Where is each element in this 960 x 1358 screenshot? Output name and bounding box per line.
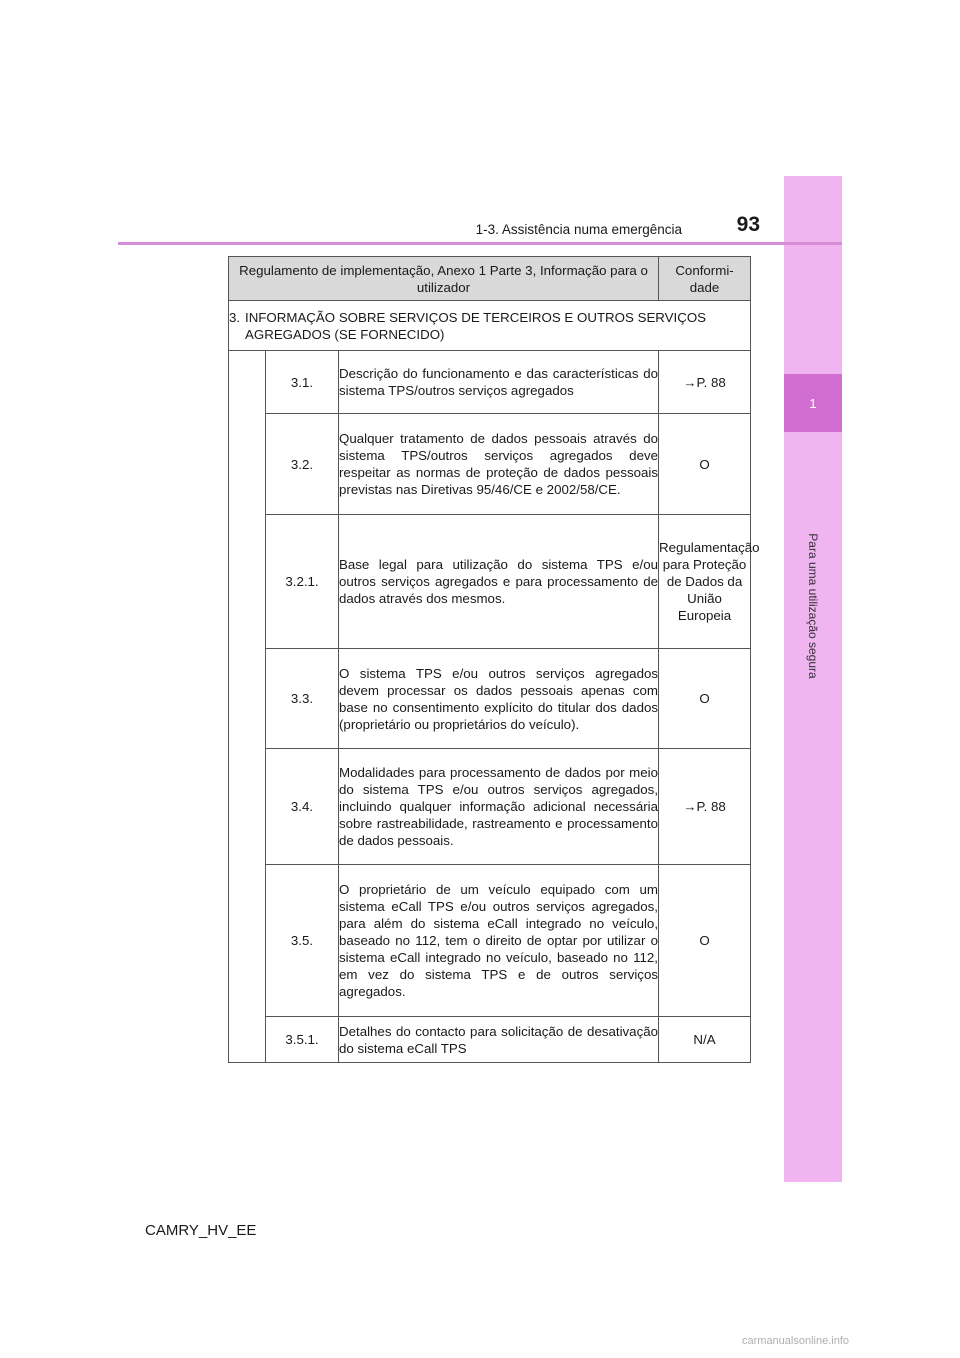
page-number: 93 <box>736 213 760 236</box>
item-id: 3.1. <box>266 351 339 414</box>
table-row <box>229 865 751 1017</box>
section-number: 3. <box>229 309 241 325</box>
table-row <box>229 1017 751 1063</box>
model-code: CAMRY_HV_EE <box>145 1222 257 1239</box>
table-header-row <box>229 257 751 301</box>
item-description: Detalhes do contacto para solicitação de desativação do sistema eCall TPS <box>339 1017 659 1063</box>
section-row <box>229 301 751 351</box>
table-row <box>229 515 751 649</box>
header-divider <box>118 242 842 245</box>
item-conformity: →P. 88 <box>659 749 751 865</box>
regulation-column-header: Regulamento de implementação, Anexo 1 Parte 3, Informação para o utilizador <box>229 257 659 301</box>
item-conformity: Regulamentação para Proteção de Dados da União Europeia <box>659 515 751 649</box>
section-title: 1-3. Assistência numa emergência <box>475 222 682 237</box>
item-conformity: →P. 88 <box>659 351 751 414</box>
watermark: carmanualsonline.info <box>742 1335 850 1347</box>
section-heading <box>229 301 751 351</box>
item-description: Modalidades para processamento de dados por meio do sistema TPS e/ou outros serviços agregados, incluindo qualquer informação adicional necessária sobre rastreabilidade, rastreamento e processamento de dados pessoais. <box>339 749 659 865</box>
item-id: 3.2. <box>266 414 339 515</box>
chapter-side-tab <box>784 176 842 1182</box>
user-information-table <box>228 256 760 1063</box>
indent-cell <box>229 351 266 1063</box>
item-conformity: O <box>659 865 751 1017</box>
item-conformity: O <box>659 649 751 749</box>
chapter-title: Para uma utilização segura <box>806 533 820 679</box>
table-row <box>229 414 751 515</box>
item-conformity: N/A <box>659 1017 751 1063</box>
item-conformity: O <box>659 414 751 515</box>
item-id: 3.2.1. <box>266 515 339 649</box>
chapter-number: 1 <box>784 374 842 432</box>
item-id: 3.3. <box>266 649 339 749</box>
section-title-text: INFORMAÇÃO SOBRE SERVIÇOS DE TERCEIROS E OUTROS SERVIÇOS AGREGADOS (SE FORNECIDO) <box>245 309 707 342</box>
item-id: 3.4. <box>266 749 339 865</box>
table-row <box>229 749 751 865</box>
item-description: O sistema TPS e/ou outros serviços agregados devem processar os dados pessoais apenas com base no consentimento explícito do titular dos dados (proprietário ou proprietários do veículo). <box>339 649 659 749</box>
item-description: Descrição do funcionamento e das características do sistema TPS/outros serviços agregados <box>339 351 659 414</box>
item-id: 3.5. <box>266 865 339 1017</box>
table-row <box>229 649 751 749</box>
table-row <box>229 351 751 414</box>
item-description: Qualquer tratamento de dados pessoais através do sistema TPS/outros serviços agregados deve respeitar as normas de proteção de dados pessoais previstas nas Diretivas 95/46/CE e 2002/58/CE. <box>339 414 659 515</box>
conformity-column-header: Conformi- dade <box>659 257 751 301</box>
item-id: 3.5.1. <box>266 1017 339 1063</box>
item-description: O proprietário de um veículo equipado com um sistema eCall TPS e/ou outros serviços agregados, para além do sistema eCall integrado no veículo, baseado no 112, tem o direito de optar por utilizar o sistema eCall integrado no veículo, baseado no 112, em vez do sistema TPS e de outros serviços agregados. <box>339 865 659 1017</box>
item-description: Base legal para utilização do sistema TPS e/ou outros serviços agregados e para processamento de dados através dos mesmos. <box>339 515 659 649</box>
